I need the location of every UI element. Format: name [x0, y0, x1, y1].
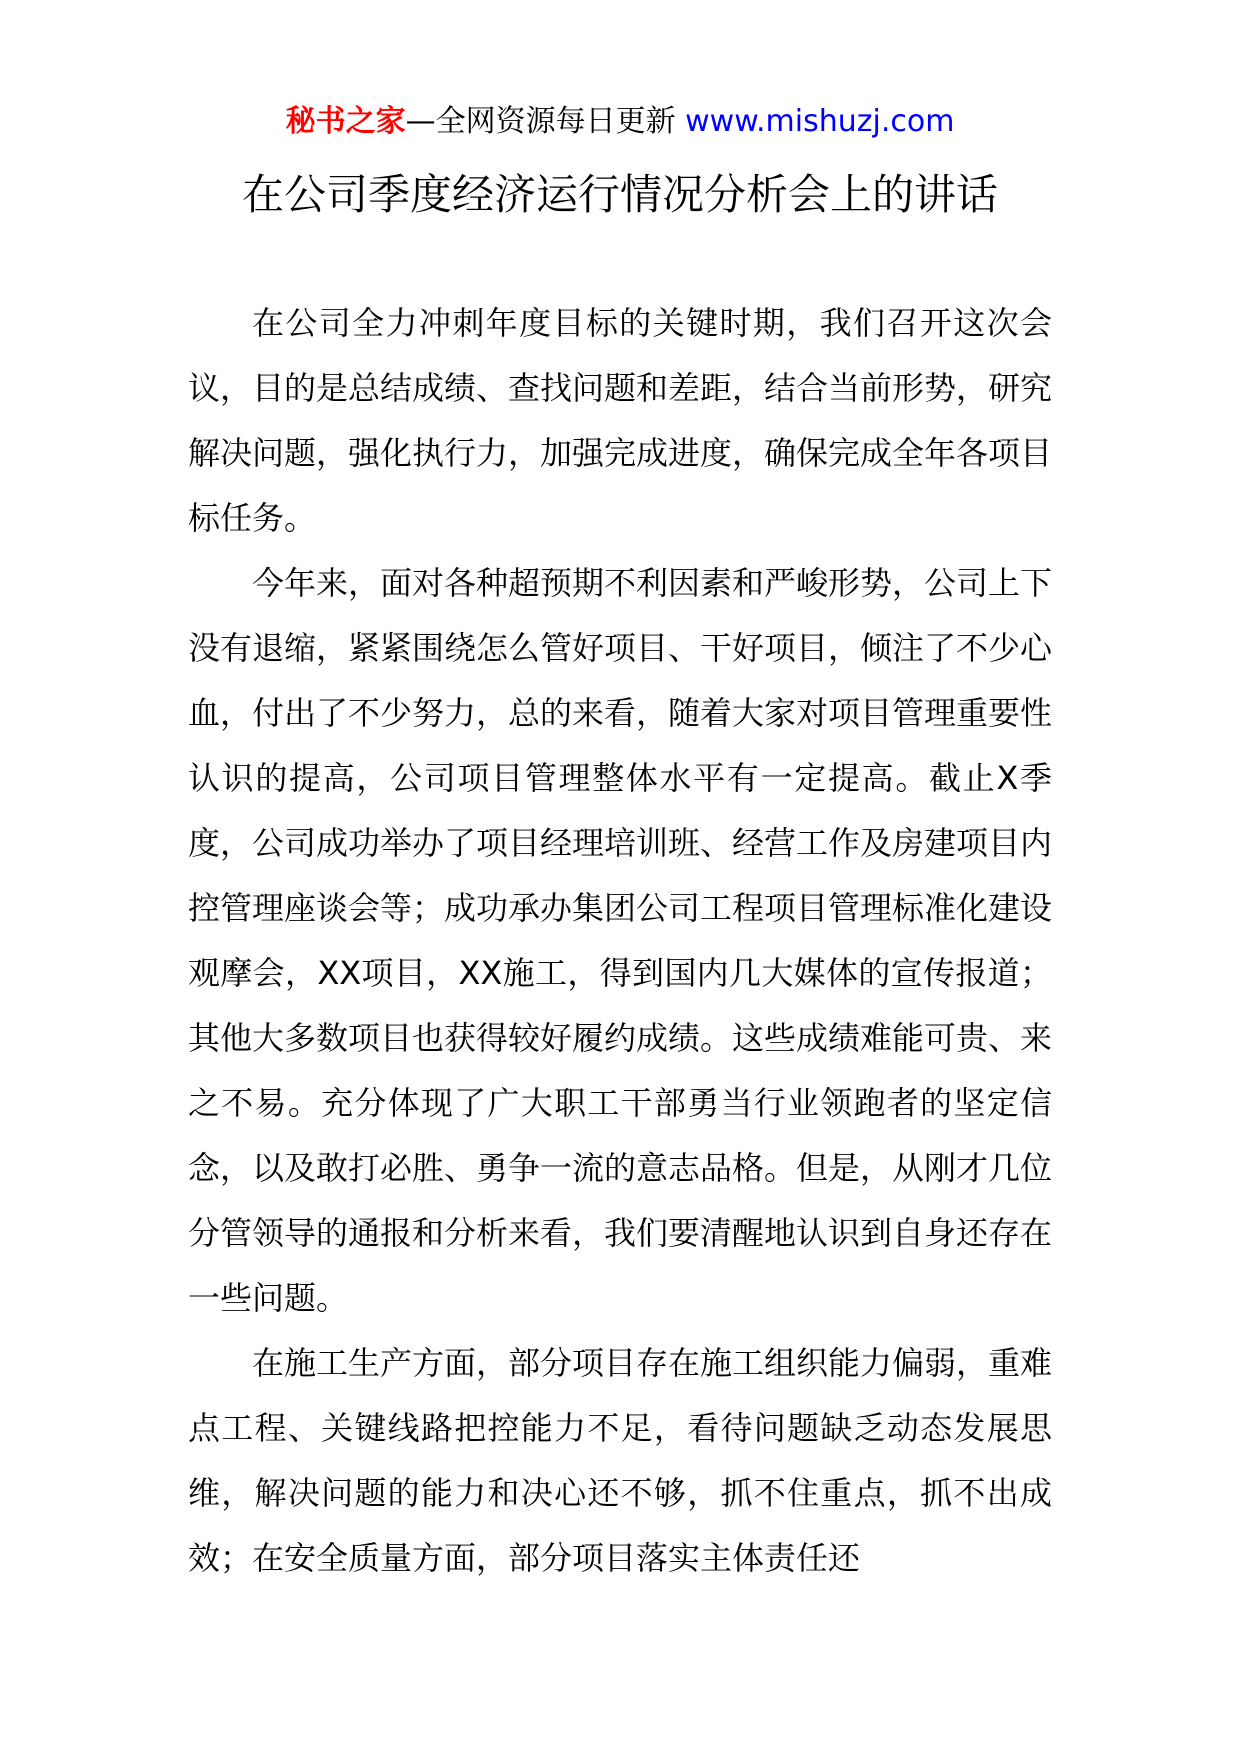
brand-name: 秘书之家 — [285, 104, 406, 139]
site-url-link[interactable]: www.mishuzj.com — [685, 104, 955, 139]
document-title: 在公司季度经济运行情况分析会上的讲话 — [241, 170, 998, 219]
paragraph-1: 在公司全力冲刺年度目标的关键时期，我们召开这次会议，目的是总结成绩、查找问题和差距，结合当前形势，研究解决问题，强化执行力，加强完成进度，确保完成全年各项目标任务。 — [188, 304, 1053, 537]
paragraph-2: 今年来，面对各种超预期不利因素和严峻形势，公司上下没有退缩，紧紧围绕怎么管好项目、干好项目，倾注了不少心血，付出了不少努力，总的来看，随着大家对项目管理重要性认识的提高，公司项目管理整体水平有一定提高。截止X季度，公司成功举办了项目经理培训班、经营工作及房建项目内控管理座谈会等；成功承办集团公司工程项目管理标准化建设观摩会，XX项目，XX施工，得到国内几大媒体的宣传报道；其他大多数项目也获得较好履约成绩。这些成绩难能可贵、来之不易。充分体现了广大职工干部勇当行业领跑者的坚定信念，以及敢打必胜、勇争一流的意志品格。但是，从刚才几位分管领导的通报和分析来看，我们要清醒地认识到自身还存在一些问题。 — [188, 564, 1053, 1317]
header-tagline: —全网资源每日更新 — [405, 104, 676, 139]
document-body — [188, 291, 1052, 1591]
site-header — [0, 102, 1240, 142]
paragraph-3: 在施工生产方面，部分项目存在施工组织能力偏弱，重难点工程、关键线路把控能力不足，看待问题缺乏动态发展思维，解决问题的能力和决心还不够，抓不住重点，抓不出成效；在安全质量方面，部分项目落实主体责任还 — [188, 1344, 1053, 1577]
